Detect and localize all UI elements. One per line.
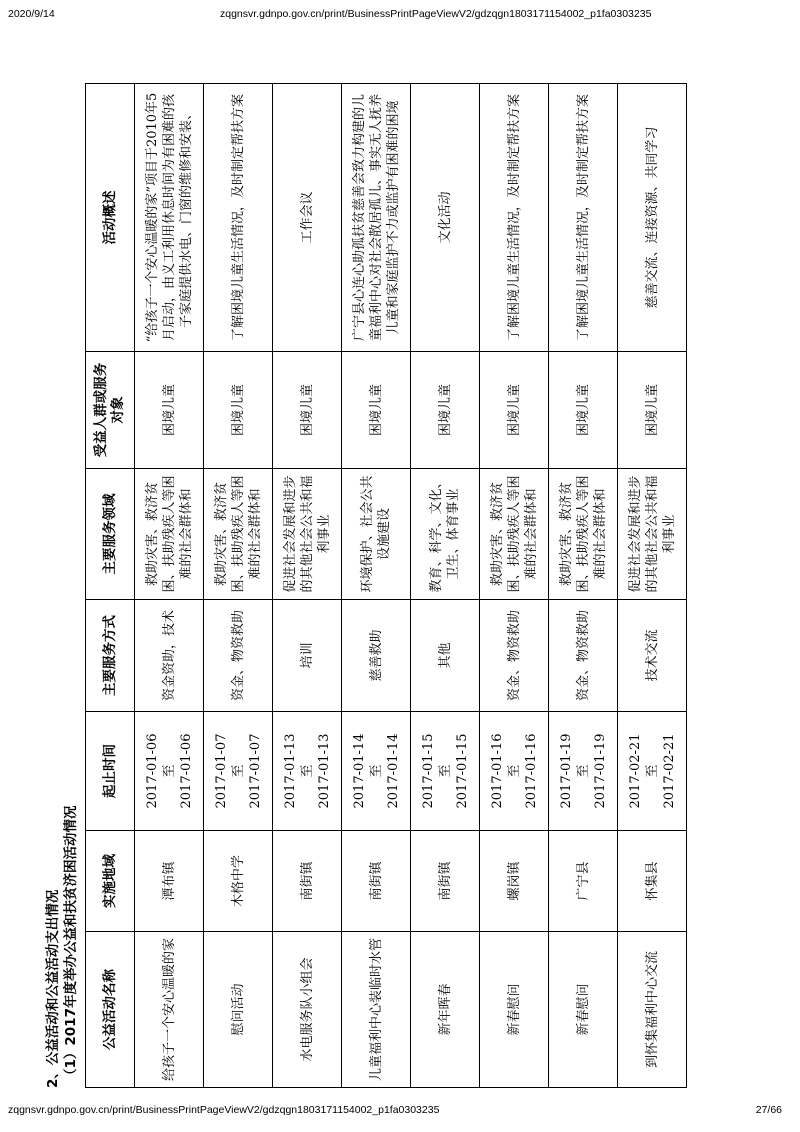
- header-activity-name: 公益活动名称: [86, 932, 135, 1088]
- header-time: 起止时间: [86, 712, 135, 831]
- document-body: [40, 56, 768, 1088]
- activity-region: 南街镇: [273, 831, 342, 932]
- activity-description-text: 工作会议: [299, 191, 315, 244]
- time-start: 2017-01-07: [213, 733, 229, 809]
- activity-time: [204, 712, 273, 831]
- header-method: 主要服务方式: [86, 600, 135, 712]
- header-field: 主要服务领域: [86, 469, 135, 600]
- activity-method: 资金、物资救助: [480, 600, 549, 712]
- time-separator: 至: [230, 764, 246, 778]
- time-start: 2017-01-16: [489, 733, 505, 809]
- activity-time: [135, 712, 204, 831]
- activity-region: 怀集县: [618, 831, 687, 932]
- activity-region: 南街镇: [342, 831, 411, 932]
- activity-description: [273, 84, 342, 352]
- activity-time: [411, 712, 480, 831]
- activity-description: [411, 84, 480, 352]
- activity-time: [549, 712, 618, 831]
- activity-field-text: 促进社会发展和进步的其他社会公共和福利事业: [282, 475, 332, 593]
- table-row: [135, 84, 204, 1088]
- activity-name: 水电服务队小组会: [273, 932, 342, 1088]
- time-separator: 至: [644, 764, 660, 778]
- activity-beneficiary: 困境儿童: [480, 352, 549, 469]
- time-start: 2017-01-15: [420, 733, 436, 809]
- activity-field-text: 救助灾害、救济贫困、扶助残疾人等困难的社会群体和: [558, 475, 608, 593]
- activity-field: [549, 469, 618, 600]
- activity-field: [342, 469, 411, 600]
- activity-description: [549, 84, 618, 352]
- time-end: 2017-01-19: [592, 733, 608, 809]
- table-row: [480, 84, 549, 1088]
- time-separator: 至: [506, 764, 522, 778]
- print-date: 2020/9/14: [8, 8, 55, 20]
- activity-region: 潭布镇: [135, 831, 204, 932]
- activity-name: 到怀集福利中心交流: [618, 932, 687, 1088]
- activity-description-text: “给孩子一个安心温暖的家”项目于2010年5月启动，由义工利用休息时间为有困难的孩子家庭提供水电、门窗的维修和安装、: [144, 92, 194, 343]
- time-start: 2017-01-14: [351, 733, 367, 809]
- print-footer: [0, 1104, 800, 1120]
- time-separator: 至: [437, 764, 453, 778]
- activity-description-text: 了解困境儿童生活情况，及时制定帮扶方案: [506, 94, 522, 342]
- activity-name: 儿童福利中心装临时水管: [342, 932, 411, 1088]
- activity-time: [480, 712, 549, 831]
- activity-field-text: 救助灾害、救济贫困、扶助残疾人等困难的社会群体和: [213, 475, 263, 593]
- table-row: [273, 84, 342, 1088]
- activity-description-text: 广宁县心连心助孤扶贫慈善会致力构建的儿童福利中心对社会散居孤儿、事实无人抚养儿童和家庭监护不力或监护有困难的困境: [351, 94, 401, 342]
- time-start: 2017-01-19: [558, 733, 574, 809]
- time-start: 2017-01-06: [144, 733, 160, 809]
- activity-name: 新春慰问: [480, 932, 549, 1088]
- time-end: 2017-01-14: [385, 733, 401, 809]
- activity-description-text: 慈善交流、连接资源、共同学习: [644, 126, 660, 309]
- header-region: 实施地域: [86, 831, 135, 932]
- table-row: [204, 84, 273, 1088]
- header-beneficiary: 受益人群或服务对象: [86, 352, 135, 469]
- table-header-row: [86, 84, 135, 1088]
- activity-description: [135, 84, 204, 352]
- activity-field: [273, 469, 342, 600]
- activity-method: 培训: [273, 600, 342, 712]
- activity-field-text: 促进社会发展和进步的其他社会公共和福利事业: [627, 475, 677, 593]
- time-end: 2017-01-16: [523, 733, 539, 809]
- activity-field: [411, 469, 480, 600]
- time-separator: 至: [368, 764, 384, 778]
- activity-method: 资金、物资救助: [549, 600, 618, 712]
- activity-name: 给孩子一个安心温暖的家: [135, 932, 204, 1088]
- time-separator: 至: [299, 764, 315, 778]
- subsection-title: （1）2017年度举办公益和扶贫济困活动情况: [63, 805, 79, 1082]
- time-end: 2017-01-15: [454, 733, 470, 809]
- time-end: 2017-01-13: [316, 733, 332, 809]
- time-start: 2017-01-13: [282, 733, 298, 809]
- activity-field-text: 环境保护、社会公共设施建设: [360, 475, 392, 593]
- activity-name: 慰问活动: [204, 932, 273, 1088]
- section-title: 2、公益活动和公益活动支出情况: [45, 889, 61, 1088]
- activity-field-text: 救助灾害、救济贫困、扶助残疾人等困难的社会群体和: [144, 475, 194, 593]
- activity-time: [342, 712, 411, 831]
- table-body: [135, 84, 687, 1088]
- time-end: 2017-02-21: [661, 733, 677, 809]
- page-number: 27/66: [755, 1104, 782, 1116]
- activity-name: 新春慰问: [549, 932, 618, 1088]
- activity-beneficiary: 困境儿童: [549, 352, 618, 469]
- time-end: 2017-01-07: [247, 733, 263, 809]
- activity-field: [135, 469, 204, 600]
- activity-time: [273, 712, 342, 831]
- time-start: 2017-02-21: [627, 733, 643, 809]
- activity-method: 资金、物资救助: [204, 600, 273, 712]
- activity-beneficiary: 困境儿童: [342, 352, 411, 469]
- print-header: [0, 8, 800, 24]
- activity-region: 广宁县: [549, 831, 618, 932]
- activity-region: 南街镇: [411, 831, 480, 932]
- activities-table: [85, 83, 687, 1088]
- time-separator: 至: [161, 764, 177, 778]
- activity-description: [204, 84, 273, 352]
- activity-method: 其他: [411, 600, 480, 712]
- activity-beneficiary: 困境儿童: [204, 352, 273, 469]
- activity-time: [618, 712, 687, 831]
- activity-method: 资金资助，技术: [135, 600, 204, 712]
- activity-description-text: 了解困境儿童生活情况，及时制定帮扶方案: [230, 94, 246, 342]
- activity-method: 慈善救助: [342, 600, 411, 712]
- activity-field-text: 教育、科学、文化、卫生、体育事业: [429, 475, 461, 593]
- activity-method: 技术交流: [618, 600, 687, 712]
- activity-beneficiary: 困境儿童: [618, 352, 687, 469]
- activity-beneficiary: 困境儿童: [411, 352, 480, 469]
- activity-description: [480, 84, 549, 352]
- activity-region: 木格中学: [204, 831, 273, 932]
- activity-region: 螺岗镇: [480, 831, 549, 932]
- activity-field: [618, 469, 687, 600]
- activity-description-text: 了解困境儿童生活情况，及时制定帮扶方案: [575, 94, 591, 342]
- activity-description: [618, 84, 687, 352]
- activity-field: [480, 469, 549, 600]
- time-end: 2017-01-06: [178, 733, 194, 809]
- time-separator: 至: [575, 764, 591, 778]
- activity-field-text: 救助灾害、救济贫困、扶助残疾人等困难的社会群体和: [489, 475, 539, 593]
- activity-field: [204, 469, 273, 600]
- activity-description: [342, 84, 411, 352]
- header-description: 活动概述: [86, 84, 135, 352]
- table-row: [618, 84, 687, 1088]
- print-url: zqgnsvr.gdnpo.gov.cn/print/BusinessPrintPageViewV2/gdzqgn1803171154002_p1fa0303235: [220, 8, 652, 20]
- footer-url: zqgnsvr.gdnpo.gov.cn/print/BusinessPrintPageViewV2/gdzqgn1803171154002_p1fa0303235: [8, 1104, 440, 1116]
- activity-description-text: 文化活动: [437, 191, 453, 244]
- table-row: [342, 84, 411, 1088]
- table-row: [411, 84, 480, 1088]
- activity-name: 新年晖春: [411, 932, 480, 1088]
- activity-beneficiary: 困境儿童: [273, 352, 342, 469]
- activity-beneficiary: 困境儿童: [135, 352, 204, 469]
- table-row: [549, 84, 618, 1088]
